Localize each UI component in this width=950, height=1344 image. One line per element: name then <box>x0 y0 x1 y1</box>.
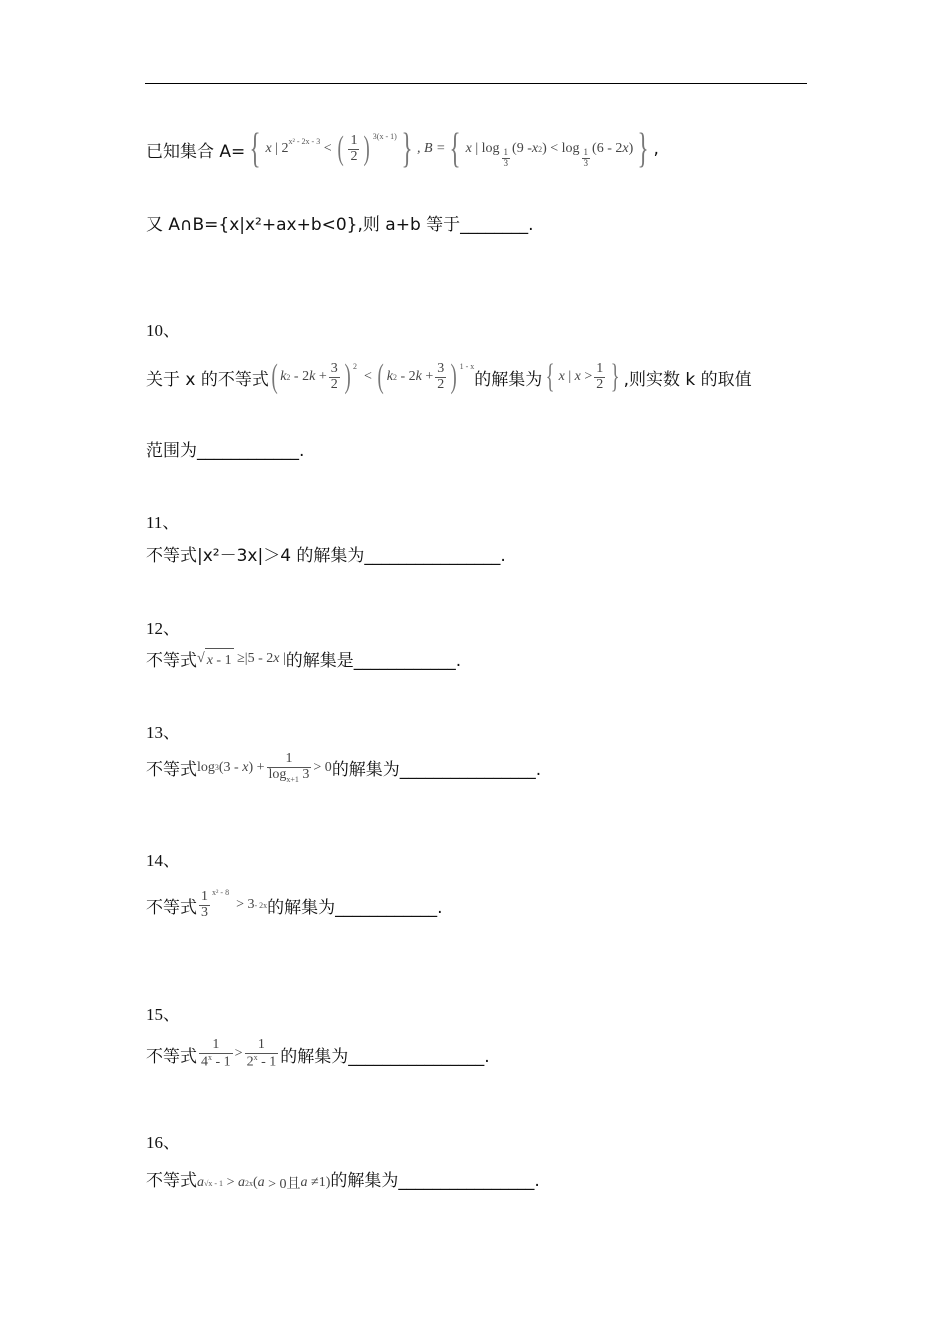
problem-12-number: 12、 <box>146 619 180 638</box>
problem-9-line-1 <box>146 128 659 170</box>
set-a-formula: { x | 2 x² - 2x - 3 < ( $\frac{1}{2}$ ) 3(x - 1) } <box>249 126 413 172</box>
problem-13-suffix: 的解集为________________. <box>331 760 542 781</box>
problem-15-inequality: $\frac{1}{4^x - 1}$ > $\frac{1}{2^x - 1}$ <box>201 1037 277 1070</box>
problem-15-line <box>146 1038 490 1070</box>
problem-10-inequality: ( k 2 - 2 k + $\frac{3}{2}$ ) 2 < ( k 2 - 2 k + $\frac{3}{2}$ ) 1 - x <box>271 358 475 395</box>
set-b-formula: { x | log $\frac{1}{3}$ (9 - x 2 ) < log $\frac{1}{3}$ (6 - 2 x ) } <box>449 126 649 172</box>
problem-12-line <box>146 646 461 671</box>
problem-10-line-2 <box>146 436 304 461</box>
problem-12-inequality: √ x - 1 ≥|5 - 2 x | <box>197 648 286 669</box>
problem-10-number: 10、 <box>146 321 180 340</box>
problem-16-inequality: a √x - 1 > a 2x ( a > 0且 a ≠1) <box>197 1175 331 1192</box>
problem-16-line <box>146 1163 540 1193</box>
problem-13-number: 13、 <box>146 723 180 742</box>
problem-15-suffix: 的解集为________________. <box>280 1046 490 1067</box>
problem-13-line <box>146 752 541 784</box>
problem-11-line <box>146 541 506 566</box>
problem-10-line-1 <box>146 360 752 394</box>
problem-11-text: 不等式|x²－3x|＞4 的解集为________________. <box>146 546 506 566</box>
problem-16-prefix: 不等式 <box>146 1170 197 1191</box>
problem-10-middle: 的解集为 <box>474 369 543 390</box>
set-b-label: , B = <box>416 141 446 156</box>
problem-13-prefix: 不等式 <box>146 760 197 781</box>
problem-14-line <box>146 887 443 920</box>
problem-14-number: 14、 <box>146 851 180 870</box>
problem-16-suffix: 的解集为________________. <box>330 1170 540 1191</box>
problem-9-tail: , <box>653 139 659 159</box>
problem-9-text: 又 A∩B={x|x²+ax+b<0},则 a+b 等于________. <box>146 215 534 235</box>
problem-13-inequality: log 3 (3 - x ) + $\frac{1}{\log_{x+1} 3}$ > 0 <box>197 751 332 784</box>
header-rule <box>145 83 807 84</box>
problem-10-solution-set: { x | x > $\frac{1}{2}$ } <box>545 358 620 395</box>
problem-14-suffix: 的解集为____________. <box>267 897 443 918</box>
problem-15-prefix: 不等式 <box>146 1046 197 1067</box>
problem-11-number: 11、 <box>146 513 180 532</box>
problem-16-number: 16、 <box>146 1133 180 1152</box>
problem-10-text: 范围为____________. <box>146 441 305 461</box>
problem-10-suffix: ,则实数 k 的取值 <box>623 369 752 390</box>
problem-14-prefix: 不等式 <box>146 897 197 918</box>
problem-14-inequality: $\frac{1}{3}$ x² - 8 > 3 - 2x <box>201 887 268 920</box>
problem-10-prefix: 关于 x 的不等式 <box>146 369 269 390</box>
problem-12-suffix: 的解集是____________. <box>285 651 462 671</box>
problem-15-number: 15、 <box>146 1005 180 1024</box>
problem-9-line-2 <box>146 210 534 235</box>
problem-12-prefix: 不等式 <box>146 651 197 671</box>
problem-9-prefix: 已知集合 A= <box>146 141 246 162</box>
